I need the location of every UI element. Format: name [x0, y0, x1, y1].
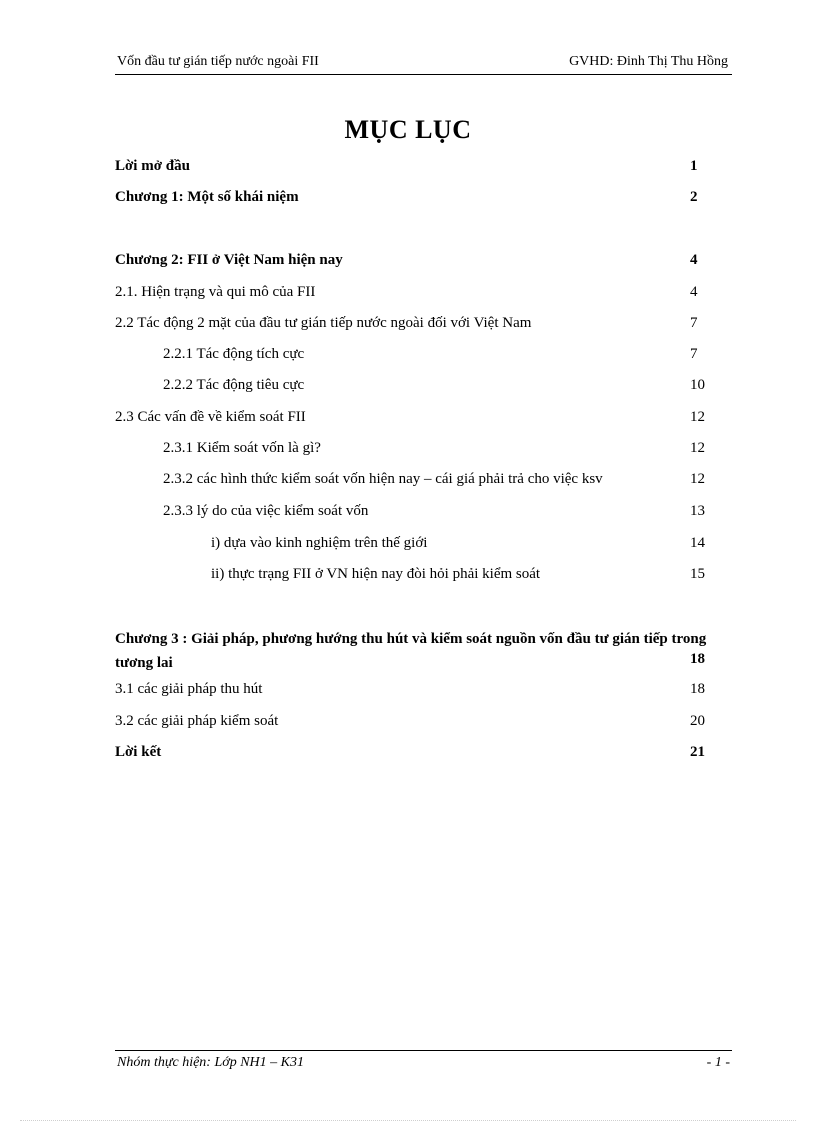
toc-entry-2-2[interactable]: [0, 315, 816, 339]
toc-entry-page: 10: [690, 377, 705, 393]
toc-entry-label: 3.2 các giải pháp kiểm soát: [115, 713, 279, 729]
toc-entry-3-1[interactable]: [0, 681, 816, 705]
toc-entry-2-3-3[interactable]: [0, 503, 816, 527]
page-boundary-divider: [20, 1120, 796, 1121]
toc-entry-label: 2.1. Hiện trạng và qui mô của FII: [115, 284, 316, 300]
toc-entry-page: 21: [690, 744, 705, 760]
toc-entry-chapter-1[interactable]: [0, 189, 816, 213]
toc-entry-2-2-1[interactable]: [0, 346, 816, 370]
toc-entry-page: 12: [690, 440, 705, 456]
toc-entry-page: 13: [690, 503, 705, 519]
toc-entry-label: i) dựa vào kinh nghiệm trên thế giới: [211, 535, 428, 551]
toc-entry-2-3-1[interactable]: [0, 440, 816, 464]
page-footer: [115, 1050, 732, 1070]
toc-entry-label: 2.2.2 Tác động tiêu cực: [163, 377, 305, 393]
toc-entry-2-2-2[interactable]: [0, 377, 816, 401]
toc-entry-page: 12: [690, 409, 705, 425]
toc-entry-label: Chương 2: FII ở Việt Nam hiện nay: [115, 252, 343, 268]
toc-entry-label: Lời mở đầu: [115, 158, 190, 174]
toc-entry-label: ii) thực trạng FII ở VN hiện nay đòi hỏi phải kiểm soát: [211, 566, 541, 582]
toc-entry-label: 2.3.2 các hình thức kiểm soát vốn hiện nay – cái giá phải trả cho việc ksv: [163, 471, 603, 487]
toc-entry-3-2[interactable]: [0, 713, 816, 737]
footer-page-number: - 1 -: [706, 1055, 730, 1070]
toc-entry-label: 2.2 Tác động 2 mặt của đầu tư gián tiếp nước ngoài đối với Việt Nam: [115, 315, 532, 331]
toc-entry-page: 4: [690, 284, 698, 300]
toc-entry-conclusion[interactable]: [0, 744, 816, 768]
toc-entry-label: 2.2.1 Tác động tích cực: [163, 346, 305, 362]
toc-entry-page: 4: [690, 252, 698, 268]
toc-entry-label: Chương 3 : Giải pháp, phương hướng thu hút và kiểm soát nguồn vốn đầu tư gián tiếp trong tương lai: [115, 631, 707, 671]
header-instructor: GVHD: Đinh Thị Thu Hồng: [569, 54, 728, 69]
toc-entry-chapter-2[interactable]: [0, 252, 816, 276]
toc-entry-label: 3.1 các giải pháp thu hút: [115, 681, 263, 697]
toc-entry-label: 2.3.3 lý do của việc kiểm soát vốn: [163, 503, 369, 519]
footer-group: Nhóm thực hiện: Lớp NH1 – K31: [117, 1055, 304, 1070]
toc-entry-intro[interactable]: [0, 158, 816, 182]
toc-entry-2-1[interactable]: [0, 284, 816, 308]
toc-entry-page: 14: [690, 535, 705, 551]
toc-entry-2-3[interactable]: [0, 409, 816, 433]
header-document-title: Vốn đầu tư gián tiếp nước ngoài FII: [117, 54, 319, 69]
toc-entry-page: 1: [690, 158, 698, 174]
toc-entry-label: 2.3.1 Kiểm soát vốn là gì?: [163, 440, 321, 456]
toc-entry-page: 18: [690, 681, 705, 697]
page-title: MỤC LỤC: [344, 115, 472, 144]
toc-entry-page: 18: [690, 651, 705, 667]
toc-entry-page: 7: [690, 315, 698, 331]
toc-entry-chapter-3[interactable]: [0, 627, 816, 675]
toc-entry-page: 15: [690, 566, 705, 582]
toc-entry-page: 2: [690, 189, 698, 205]
toc-entry-page: 20: [690, 713, 705, 729]
toc-entry-page: 12: [690, 471, 705, 487]
toc-entry-label: Lời kết: [115, 744, 162, 760]
toc-entry-label: 2.3 Các vấn đề về kiểm soát FII: [115, 409, 306, 425]
toc-entry-label: Chương 1: Một số khái niệm: [115, 189, 299, 205]
toc-entry-page: 7: [690, 346, 698, 362]
toc-entry-2-3-2[interactable]: [0, 471, 816, 495]
toc-entry-2-3-3-ii[interactable]: [0, 566, 816, 590]
toc-entry-2-3-3-i[interactable]: [0, 535, 816, 559]
